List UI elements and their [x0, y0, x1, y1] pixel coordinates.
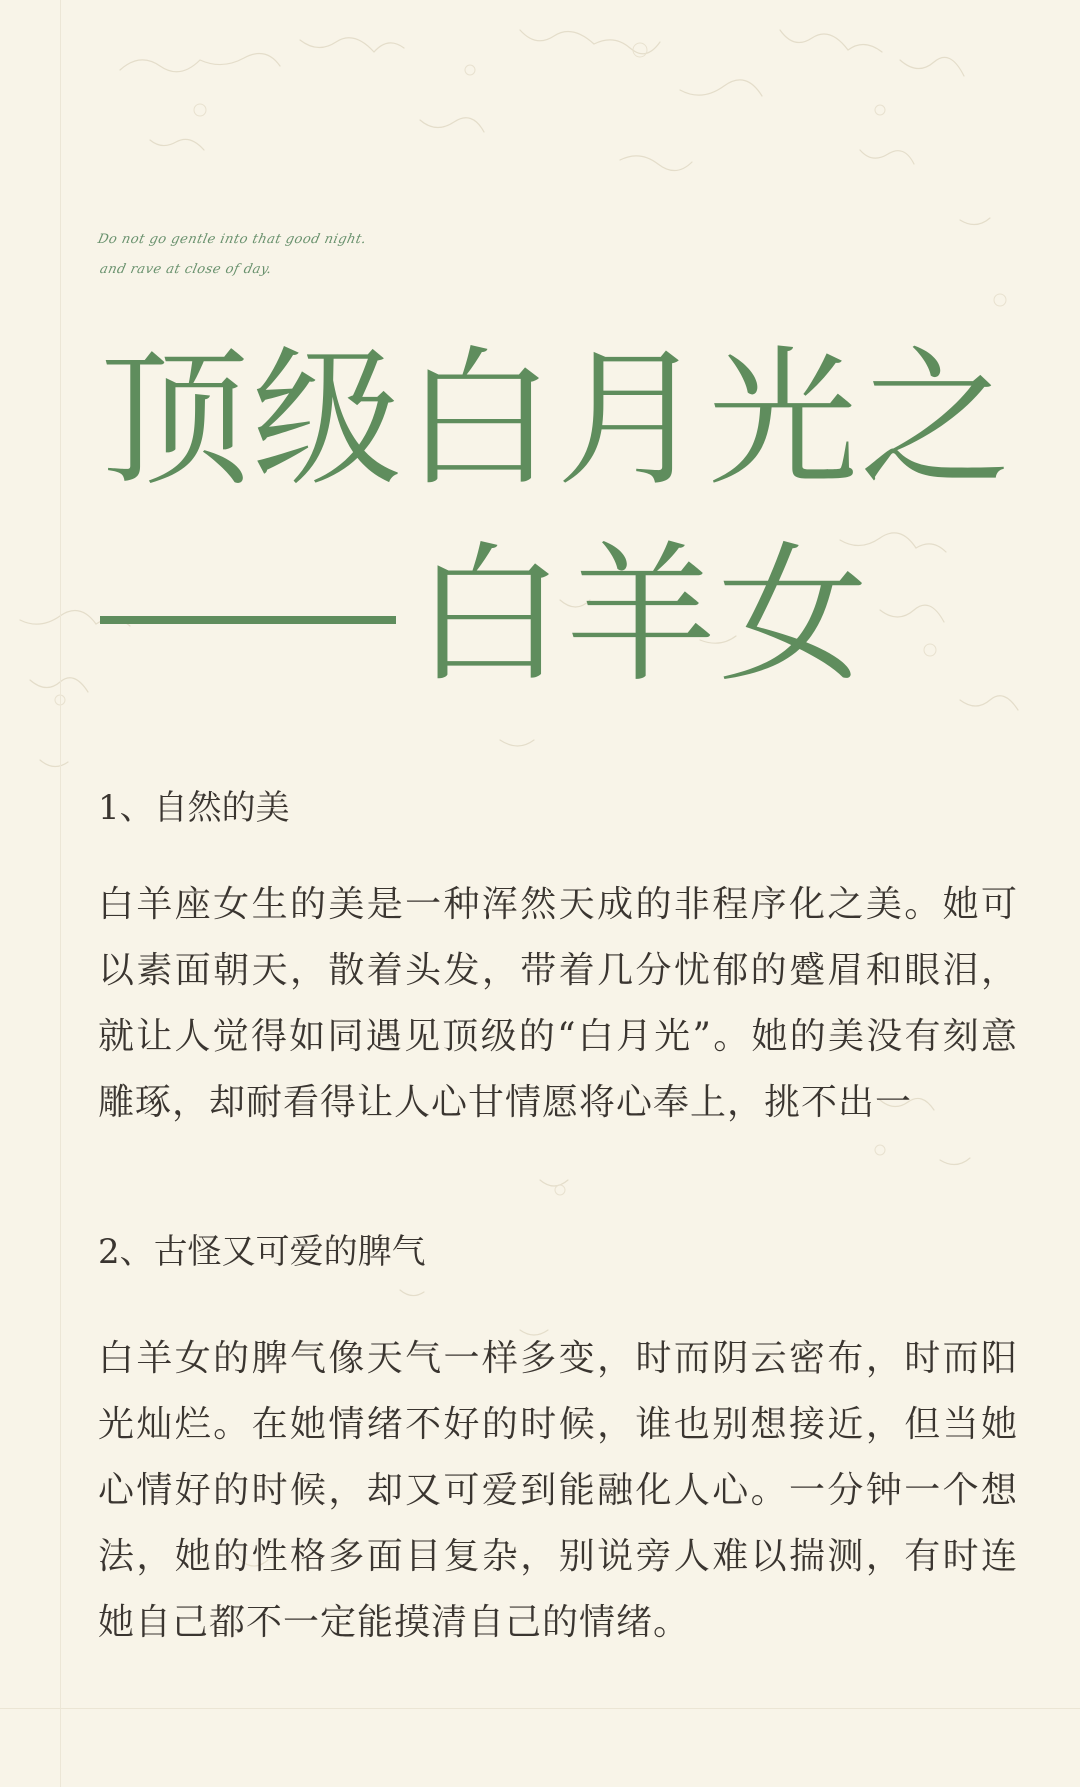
- handwritten-line-2: and rave at close of day.: [98, 262, 274, 277]
- section-2: [98, 1230, 1018, 1656]
- section-2-paragraph: 白羊女的脾气像天气一样多变，时而阴云密布，时而阳光灿烂。在她情绪不好的时候，谁也别想接近，但当她心情好的时候，却又可爱到能融化人心。一分钟一个想法，她的性格多面目复杂，别说旁人难以揣测，有时连她自己都不一定能摸清自己的情绪。: [98, 1338, 1018, 1643]
- section-2-heading: 2、古怪又可爱的脾气: [98, 1232, 426, 1272]
- handwritten-line-1: Do not go gentle into that good night.: [96, 232, 368, 247]
- section-1-paragraph: 白羊座女生的美是一种浑然天成的非程序化之美。她可以素面朝天，散着头发，带着几分忧郁的蹙眉和眼泪，就让人觉得如同遇见顶级的“白月光”。她的美没有刻意雕琢，却耐看得让人心甘情愿将心奉上，挑不出一: [98, 884, 1018, 1123]
- bottom-rule: [0, 1708, 1080, 1709]
- title-line-2: 白羊女: [414, 529, 871, 703]
- section-1: [98, 786, 1018, 1136]
- title-line-1: 顶级白月光之: [100, 333, 1013, 507]
- margin-line: [60, 0, 61, 1787]
- title-dash: [100, 616, 396, 624]
- handwritten-quote: [98, 232, 478, 292]
- title-line-2-wrapper: [100, 518, 1040, 714]
- page-title: [100, 322, 1040, 714]
- section-1-heading: 1、自然的美: [98, 788, 290, 828]
